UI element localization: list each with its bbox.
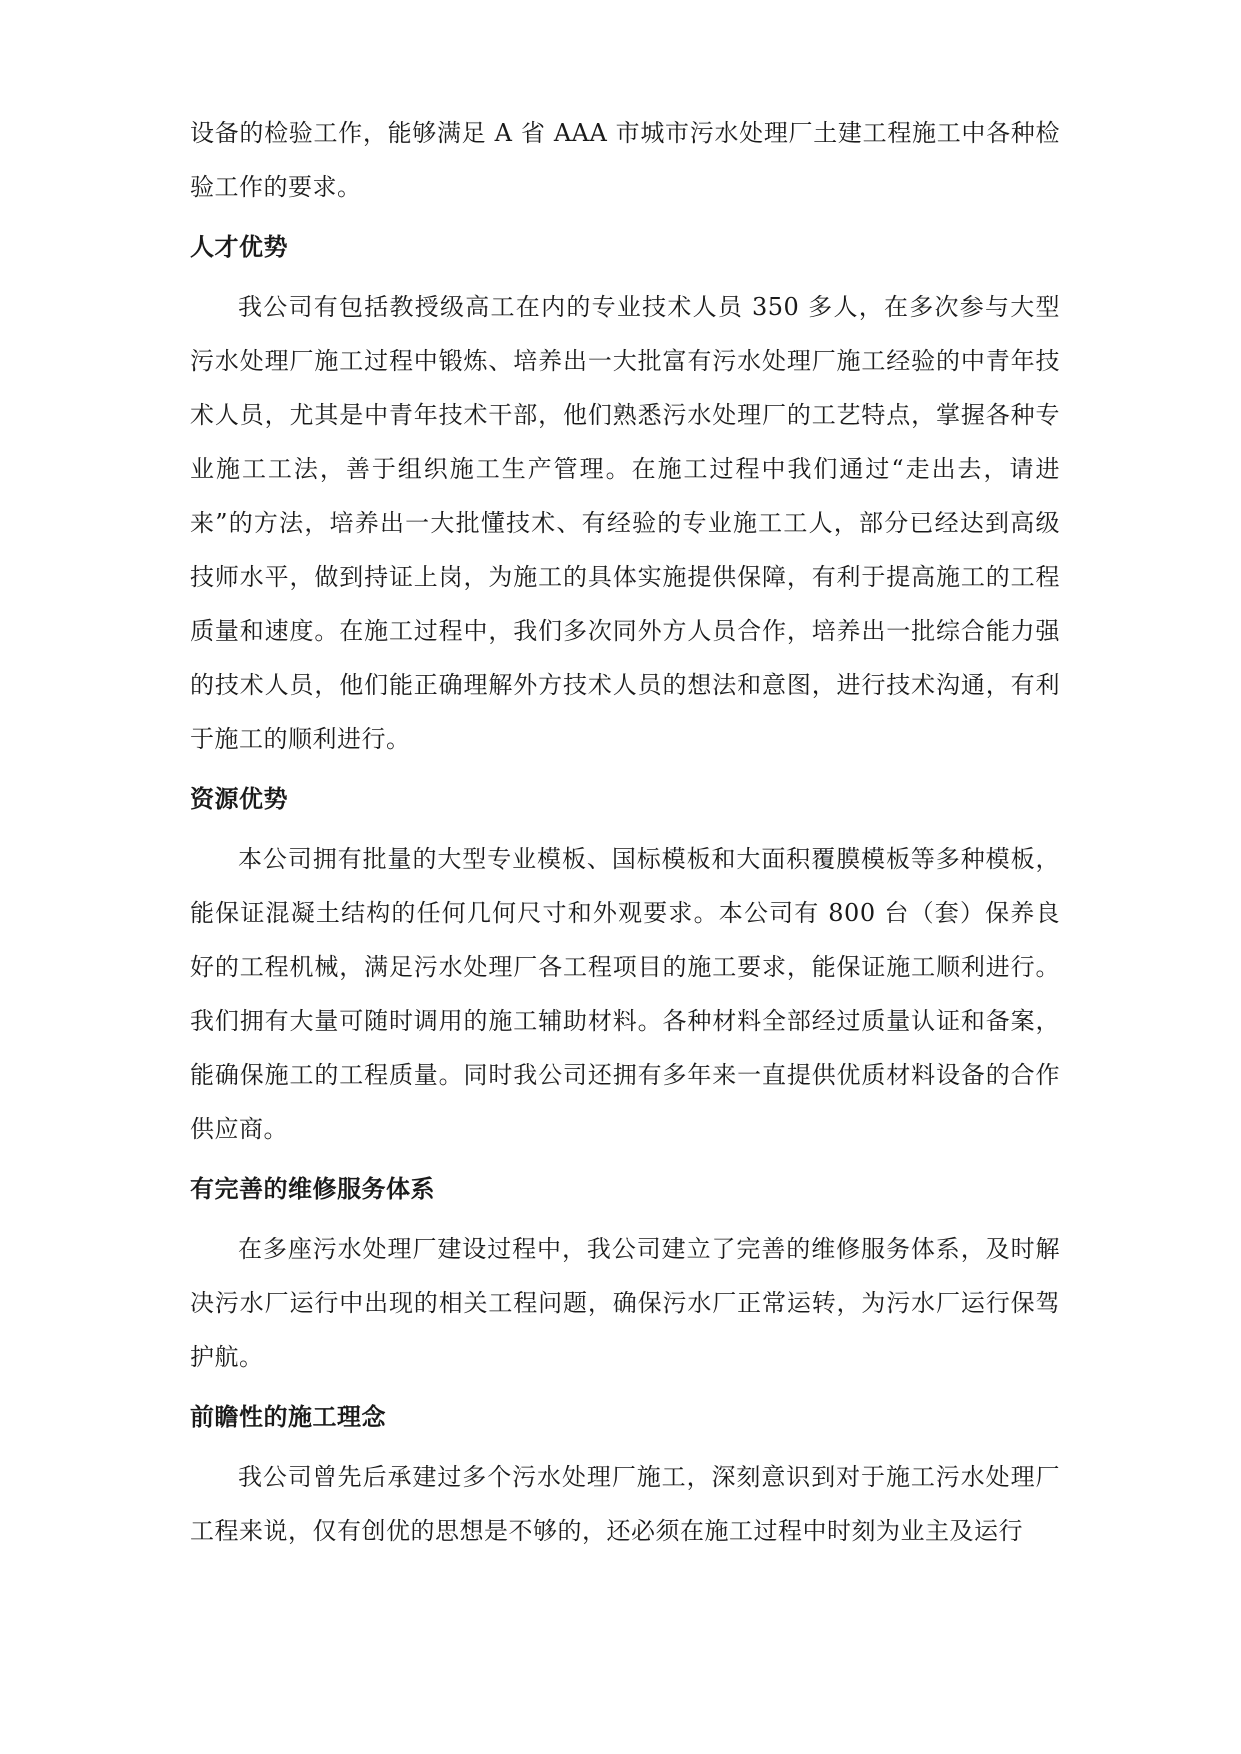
document-body (190, 106, 1060, 1558)
section-heading-construction-concept: 前瞻性的施工理念 (190, 1403, 386, 1431)
section-body-resources: 本公司拥有批量的大型专业模板、国标模板和大面积覆膜模板等多种模板，能保证混凝土结构的任何几何尺寸和外观要求。本公司有 800 台（套）保养良好的工程机械，满足污水处理厂各工程项目的施工要求，能保证施工顺利进行。我们拥有大量可随时调用的施工辅助材料。各种材料全部经过质量认证和备案，能确保施工的工程质量。同时我公司还拥有多年来一直提供优质材料设备的合作供应商。 (190, 845, 1060, 1143)
section-body-talent: 我公司有包括教授级高工在内的专业技术人员 350 多人，在多次参与大型污水处理厂施工过程中锻炼、培养出一大批富有污水处理厂施工经验的中青年技术人员，尤其是中青年技术干部，他们熟悉污水处理厂的工艺特点，掌握各种专业施工工法，善于组织施工生产管理。在施工过程中我们通过“走出去，请进来”的方法，培养出一大批懂技术、有经验的专业施工工人，部分已经达到高级技师水平，做到持证上岗，为施工的具体实施提供保障，有利于提高施工的工程质量和速度。在施工过程中，我们多次同外方人员合作，培养出一批综合能力强的技术人员，他们能正确理解外方技术人员的想法和意图，进行技术沟通，有利于施工的顺利进行。 (190, 293, 1060, 753)
section-body-maintenance: 在多座污水处理厂建设过程中，我公司建立了完善的维修服务体系，及时解决污水厂运行中出现的相关工程问题，确保污水厂正常运转，为污水厂运行保驾护航。 (190, 1235, 1060, 1371)
section-body-construction-concept: 我公司曾先后承建过多个污水处理厂施工，深刻意识到对于施工污水处理厂工程来说，仅有创优的思想是不够的，还必须在施工过程中时刻为业主及运行 (190, 1463, 1060, 1545)
intro-paragraph: 设备的检验工作，能够满足 A 省 AAA 市城市污水处理厂土建工程施工中各种检验工作的要求。 (190, 119, 1060, 201)
section-heading-maintenance: 有完善的维修服务体系 (190, 1175, 435, 1203)
section-heading-resources: 资源优势 (190, 785, 288, 813)
section-heading-talent: 人才优势 (190, 233, 288, 261)
